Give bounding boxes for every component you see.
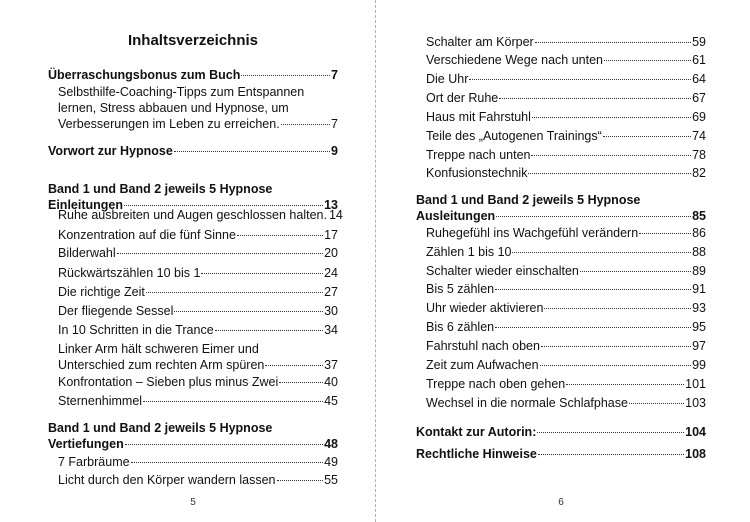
toc-entry-title: Treppe nach oben gehen [426, 377, 566, 391]
leader-dots [540, 364, 692, 366]
toc-entry[interactable] [426, 338, 706, 354]
leader-dots [277, 479, 324, 481]
toc-page-number: 74 [692, 129, 706, 143]
toc-entry-title: Schalter am Körper [426, 35, 534, 49]
leader-dots [495, 288, 691, 290]
page-number-footer: 6 [558, 497, 564, 508]
leader-dots [544, 307, 691, 309]
toc-page-number: 99 [692, 358, 706, 372]
toc-entry-title: Die Uhr [426, 72, 469, 86]
toc-entry[interactable] [58, 374, 338, 390]
toc-entry[interactable] [426, 165, 706, 181]
toc-entry-coaching-tipps[interactable] [58, 84, 338, 132]
toc-entry-linker-arm[interactable] [58, 341, 338, 373]
toc-page-number: 97 [692, 339, 706, 353]
toc-entry-title: Haus mit Fahrstuhl [426, 110, 531, 124]
toc-page-number: 17 [324, 228, 338, 242]
toc-entry-title: Fahrstuhl nach oben [426, 339, 540, 353]
leader-dots [265, 364, 323, 366]
toc-entry-title: Bis 6 zählen [426, 320, 495, 334]
toc-entry[interactable] [426, 319, 706, 335]
leader-dots [499, 97, 691, 99]
toc-section-vertiefungen[interactable] [48, 420, 338, 452]
leader-dots [528, 172, 691, 174]
toc-entry[interactable] [426, 225, 706, 241]
leader-dots [629, 402, 684, 404]
leader-dots [603, 135, 691, 137]
toc-entry[interactable] [426, 71, 706, 87]
right-page [416, 0, 706, 522]
toc-entry-bonus[interactable] [48, 67, 338, 83]
leader-dots [131, 461, 324, 463]
toc-entry[interactable] [58, 303, 338, 319]
toc-page-number: 108 [685, 447, 706, 461]
toc-entry-title: Ruhe ausbreiten und Augen geschlossen halten. [58, 208, 327, 222]
toc-page-number: 27 [324, 285, 338, 299]
leader-dots [215, 329, 323, 331]
toc-entry-title: Die richtige Zeit [58, 285, 145, 299]
toc-entry-line: lernen, Stress abbauen und Hypnose, um [58, 101, 289, 115]
toc-page-number: 34 [324, 323, 338, 337]
leader-dots [279, 381, 323, 383]
toc-entry[interactable] [426, 147, 706, 163]
toc-page-number: 13 [324, 198, 338, 212]
toc-page-number: 9 [331, 144, 338, 158]
leader-dots [241, 74, 330, 76]
toc-entry-title: Sternenhimmel [58, 394, 143, 408]
toc-entry[interactable] [58, 227, 338, 243]
toc-entry-title: Vorwort zur Hypnose [48, 144, 173, 158]
toc-page-number: 91 [692, 282, 706, 296]
toc-page-number: 55 [324, 473, 338, 487]
toc-page-number: 86 [692, 226, 706, 240]
toc-page-number: 104 [685, 425, 706, 439]
leader-dots [512, 251, 691, 253]
toc-entry[interactable] [426, 376, 706, 392]
toc-entry-rechtliche-hinweise[interactable] [416, 446, 706, 462]
toc-entry-title: Konzentration auf die fünf Sinne [58, 228, 236, 242]
toc-entry[interactable] [58, 245, 338, 261]
toc-title: Inhaltsverzeichnis [127, 32, 259, 49]
page-number-footer: 5 [190, 497, 196, 508]
toc-page-number: 24 [324, 266, 338, 280]
leader-dots [174, 150, 330, 152]
toc-entry-vorwort[interactable] [48, 143, 338, 159]
toc-page-number: 61 [692, 53, 706, 67]
toc-entry-title: Konfusionstechnik [426, 166, 528, 180]
toc-entry-title: Ausleitungen [416, 209, 496, 223]
toc-entry-title: Ort der Ruhe [426, 91, 499, 105]
toc-entry[interactable] [426, 395, 706, 411]
toc-entry[interactable] [58, 207, 343, 223]
toc-entry[interactable] [58, 454, 338, 470]
toc-entry-title: Rechtliche Hinweise [416, 447, 537, 461]
toc-page-number: 95 [692, 320, 706, 334]
toc-entry[interactable] [58, 393, 338, 409]
leader-dots [541, 345, 691, 347]
left-page [48, 0, 343, 522]
toc-entry[interactable] [58, 265, 338, 281]
toc-page-number: 82 [692, 166, 706, 180]
toc-entry-title: Überraschungsbonus zum Buch [48, 68, 241, 82]
toc-page-number: 40 [324, 375, 338, 389]
leader-dots [124, 204, 323, 206]
toc-entry-title: Treppe nach unten [426, 148, 531, 162]
leader-dots [237, 234, 323, 236]
page-gutter-divider [375, 0, 376, 522]
toc-entry-kontakt[interactable] [416, 424, 706, 440]
leader-dots [201, 272, 323, 274]
toc-entry-title: Schalter wieder einschalten [426, 264, 579, 278]
leader-dots [495, 326, 691, 328]
toc-page-number: 7 [331, 117, 338, 131]
toc-entry[interactable] [426, 300, 706, 316]
toc-entry[interactable] [426, 244, 706, 260]
leader-dots [538, 453, 684, 455]
leader-dots [496, 215, 691, 217]
toc-entry[interactable] [426, 263, 706, 279]
leader-dots [174, 310, 323, 312]
toc-page-number: 103 [685, 396, 706, 410]
toc-page-number: 67 [692, 91, 706, 105]
toc-entry-title: Konfrontation – Sieben plus minus Zwei [58, 375, 279, 389]
toc-page-number: 64 [692, 72, 706, 86]
toc-entry[interactable] [426, 90, 706, 106]
leader-dots [531, 154, 691, 156]
toc-page-number: 93 [692, 301, 706, 315]
toc-entry-line: Linker Arm hält schweren Eimer und [58, 342, 259, 356]
toc-entry-title: Kontakt zur Autorin: [416, 425, 537, 439]
toc-page-number: 88 [692, 245, 706, 259]
toc-entry-title: 7 Farbräume [58, 455, 130, 469]
toc-section-ausleitungen[interactable] [416, 192, 706, 224]
toc-entry-title: Vertiefungen [48, 437, 124, 451]
toc-entry-line: Band 1 und Band 2 jeweils 5 Hypnose [416, 193, 641, 207]
leader-dots [604, 59, 691, 61]
toc-entry[interactable] [58, 472, 338, 488]
toc-page-number: 49 [324, 455, 338, 469]
toc-entry-title: Teile des „Autogenen Trainings“ [426, 129, 602, 143]
toc-entry[interactable] [426, 52, 706, 68]
toc-entry-title: Ruhegefühl ins Wachgefühl verändern [426, 226, 639, 240]
toc-entry[interactable] [426, 128, 706, 144]
leader-dots [117, 252, 323, 254]
toc-entry-title: Der fliegende Sessel [58, 304, 174, 318]
toc-entry-title: Verbesserungen im Leben zu erreichen. [58, 117, 280, 131]
toc-entry-title: Bis 5 zählen [426, 282, 495, 296]
toc-page-number: 30 [324, 304, 338, 318]
toc-entry-line: Band 1 und Band 2 jeweils 5 Hypnose [48, 182, 273, 196]
leader-dots [532, 116, 691, 118]
toc-page-number: 45 [324, 394, 338, 408]
toc-entry-line: Selbsthilfe-Coaching-Tipps zum Entspannen [58, 85, 305, 99]
toc-page-number: 78 [692, 148, 706, 162]
toc-page-number: 59 [692, 35, 706, 49]
toc-page-number: 7 [331, 68, 338, 82]
toc-page-number: 14 [328, 208, 343, 222]
leader-dots [146, 291, 323, 293]
toc-entry-title: Zeit zum Aufwachen [426, 358, 539, 372]
toc-page-number: 89 [692, 264, 706, 278]
toc-page-number: 48 [324, 437, 338, 451]
toc-entry-title: Einleitungen [48, 198, 123, 212]
leader-dots [281, 123, 330, 125]
toc-entry-title: Licht durch den Körper wandern lassen [58, 473, 276, 487]
leader-dots [639, 232, 691, 234]
toc-entry-title: Rückwärtszählen 10 bis 1 [58, 266, 201, 280]
toc-entry-title: Uhr wieder aktivieren [426, 301, 544, 315]
toc-page-number: 101 [685, 377, 706, 391]
toc-entry-line: Band 1 und Band 2 jeweils 5 Hypnose [48, 421, 273, 435]
toc-page-number: 20 [324, 246, 338, 260]
leader-dots [535, 41, 691, 43]
toc-entry-title: In 10 Schritten in die Trance [58, 323, 214, 337]
leader-dots [566, 383, 684, 385]
toc-entry[interactable] [426, 357, 706, 373]
toc-page-number: 69 [692, 110, 706, 124]
toc-page-number: 85 [692, 209, 706, 223]
toc-entry-title: Bilderwahl [58, 246, 116, 260]
toc-entry-title: Verschiedene Wege nach unten [426, 53, 603, 67]
leader-dots [580, 270, 691, 272]
leader-dots [537, 431, 684, 433]
toc-entry[interactable] [58, 322, 338, 338]
toc-entry[interactable] [426, 281, 706, 297]
toc-entry[interactable] [426, 109, 706, 125]
leader-dots [143, 400, 323, 402]
toc-entry[interactable] [58, 284, 338, 300]
toc-entry-title: Zählen 1 bis 10 [426, 245, 512, 259]
leader-dots [469, 78, 691, 80]
toc-page-number: 37 [324, 358, 338, 372]
toc-entry-title: Wechsel in die normale Schlafphase [426, 396, 628, 410]
toc-entry-title: Unterschied zum rechten Arm spüren [58, 358, 265, 372]
toc-entry[interactable] [426, 34, 706, 50]
leader-dots [125, 443, 323, 445]
